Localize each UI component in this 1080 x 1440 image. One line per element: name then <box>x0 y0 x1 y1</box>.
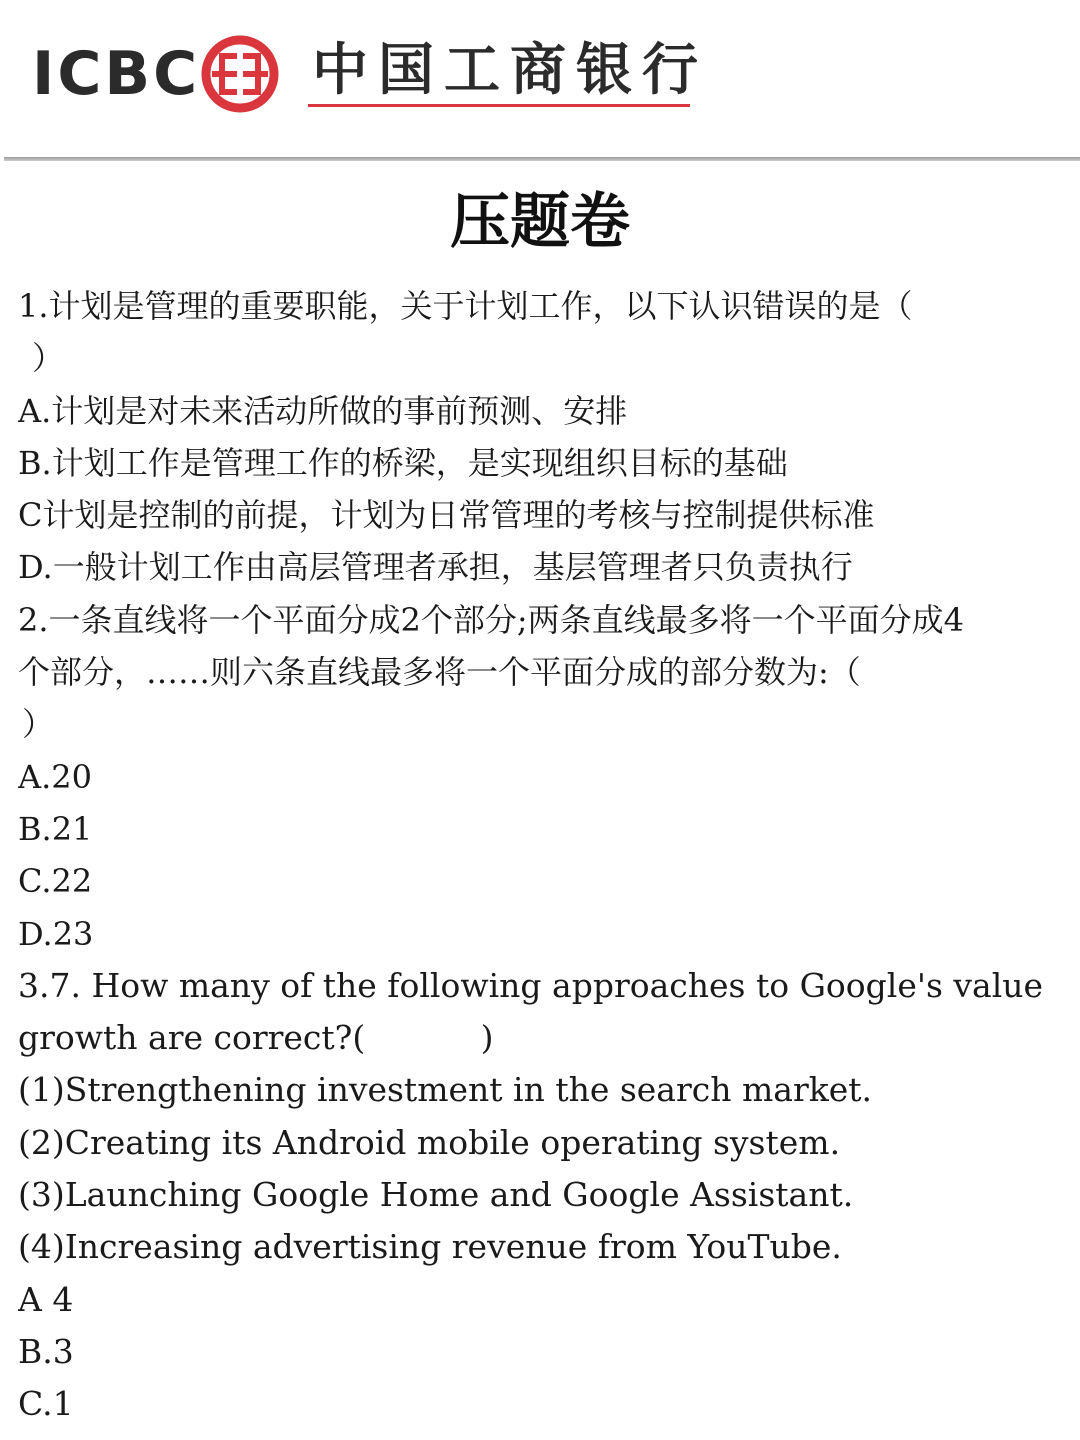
question-3-statement-2: (2)Creating its Android mobile operating system. <box>18 1122 841 1162</box>
question-3-statement-4: (4)Increasing advertising revenue from YouTube. <box>18 1227 842 1267</box>
header-divider <box>4 157 1080 161</box>
question-3-option-a: A 4 <box>18 1279 74 1319</box>
header-bar <box>0 0 1080 160</box>
bank-name-logo: 中国工商银行 <box>312 38 708 103</box>
question-3-stem: 3.7. How many of the following approaches to Google's value <box>18 965 1044 1005</box>
question-2-option-b: B.21 <box>18 809 93 848</box>
question-1-option-d: D.一般计划工作由高层管理者承担，基层管理者只负责执行 <box>18 548 853 587</box>
question-3-option-c: C.1 <box>18 1384 74 1424</box>
question-1-option-b: B.计划工作是管理工作的桥梁，是实现组织目标的基础 <box>18 443 788 482</box>
question-2-option-c: C.22 <box>18 862 93 901</box>
question-1-option-c: C计划是控制的前提，计划为日常管理的考核与控制提供标准 <box>18 496 875 535</box>
question-2-option-a: A.20 <box>18 757 92 796</box>
bank-name-underline <box>308 104 690 107</box>
question-3-option-b: B.3 <box>18 1331 74 1371</box>
question-2-option-d: D.23 <box>18 914 94 953</box>
question-3-statement-3: (3)Launching Google Home and Google Assistant. <box>18 1175 854 1215</box>
icbc-logo-icon <box>200 34 280 114</box>
question-1-stem-cont: ） <box>32 339 65 378</box>
question-3-statement-1: (1)Strengthening investment in the search market. <box>18 1070 873 1110</box>
question-2-stem-end: ） <box>22 705 55 744</box>
question-list <box>18 280 1062 1431</box>
question-1-stem: 1.计划是管理的重要职能，关于计划工作，以下认识错误的是（ <box>18 287 913 325</box>
icbc-logo-text: ICBC <box>32 39 201 109</box>
question-2-stem: 2.一条直线将一个平面分成2个部分;两条直线最多将一个平面分成4 <box>18 600 965 639</box>
page-title: 压题卷 <box>450 187 630 257</box>
question-3-stem-cont: growth are correct?( ) <box>18 1018 494 1058</box>
question-1-option-a: A.计划是对未来活动所做的事前预测、安排 <box>18 391 628 430</box>
question-2-stem-cont: 个部分，……则六条直线最多将一个平面分成的部分数为:（ <box>18 653 861 692</box>
